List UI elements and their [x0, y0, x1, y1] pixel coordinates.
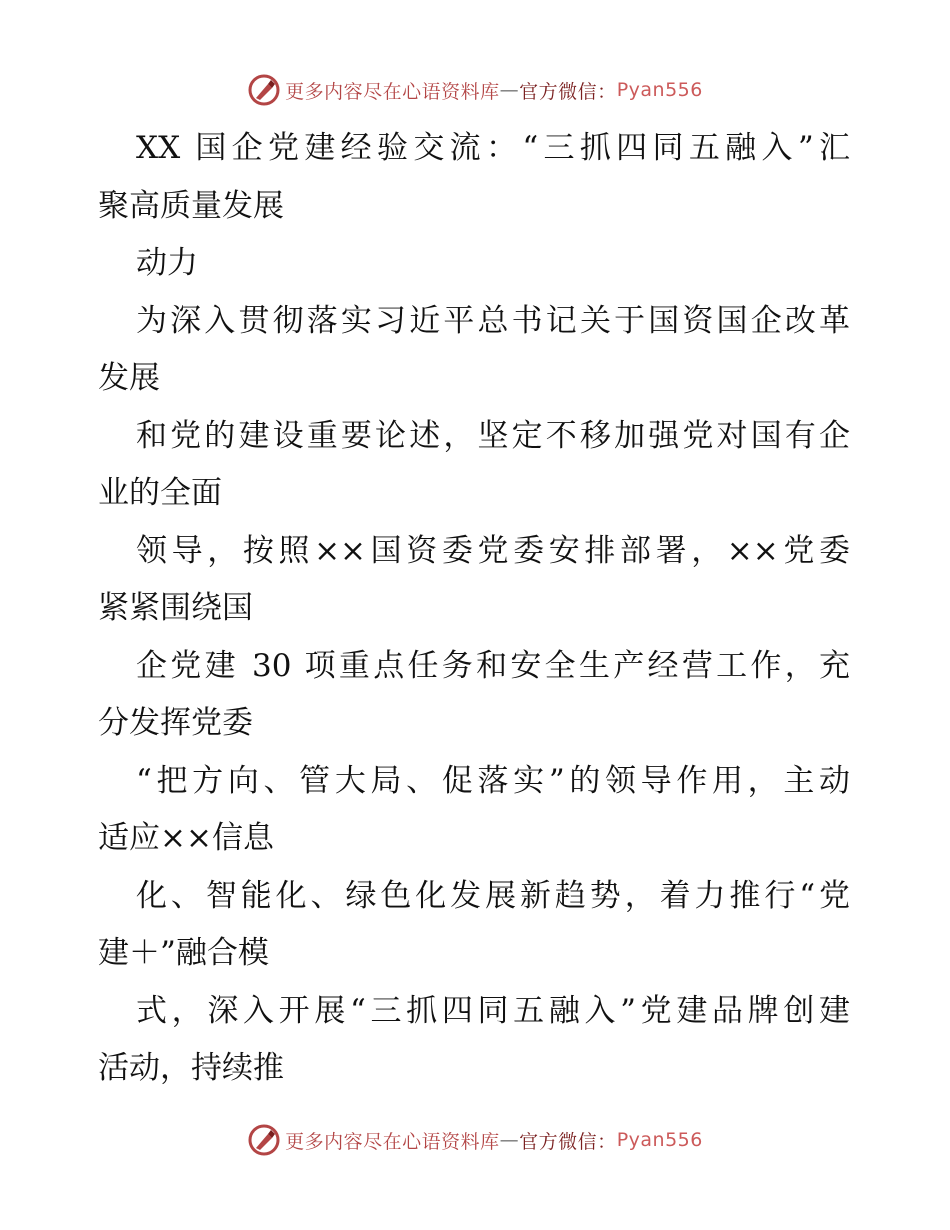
- watermark-site-text: 更多内容尽在心语资料库: [285, 1130, 500, 1153]
- watermark-official-text: 官方微信：: [519, 1130, 617, 1153]
- text-line: 适应××信息: [98, 820, 274, 856]
- text-line: 建＋”融合模: [98, 935, 269, 971]
- title-line: XX 国企党建经验交流：“三抓四同五融入”汇: [136, 130, 850, 166]
- watermark-wechat-id: Pyan556: [616, 79, 703, 101]
- watermark-dash: —: [499, 79, 520, 101]
- pen-logo-icon: [247, 73, 281, 107]
- watermark-header: [0, 70, 950, 110]
- text-line: 发展: [98, 360, 160, 396]
- text-line: “把方向、管大局、促落实”的领导作用，主动: [136, 762, 850, 799]
- watermark-wechat-id: Pyan556: [616, 1129, 703, 1151]
- watermark-footer: [0, 1120, 950, 1160]
- text-line: 活动，持续推: [98, 1050, 284, 1086]
- text-line: 业的全面: [98, 475, 222, 511]
- text-line: 企党建 30 项重点任务和安全生产经营工作，充: [136, 647, 850, 684]
- watermark-site-text: 更多内容尽在心语资料库: [285, 80, 500, 103]
- text-line: 化、智能化、绿色化发展新趋势，着力推行“党: [136, 877, 850, 914]
- text-line: 领导，按照××国资委党委安排部署，××党委: [136, 532, 850, 569]
- title-line: 聚高质量发展: [98, 187, 284, 224]
- pen-logo-icon: [247, 1123, 281, 1157]
- text-line: 为深入贯彻落实习近平总书记关于国资国企改革: [136, 302, 850, 339]
- text-line: 紧紧围绕国: [98, 590, 253, 626]
- watermark-dash: —: [499, 1129, 520, 1151]
- text-line: 和党的建设重要论述，坚定不移加强党对国有企: [136, 417, 850, 454]
- watermark-official-text: 官方微信：: [519, 80, 617, 103]
- text-line: 分发挥党委: [98, 705, 253, 741]
- document-body: [98, 120, 850, 1098]
- text-line: 动力: [136, 245, 198, 281]
- text-line: 式，深入开展“三抓四同五融入”党建品牌创建: [136, 992, 850, 1029]
